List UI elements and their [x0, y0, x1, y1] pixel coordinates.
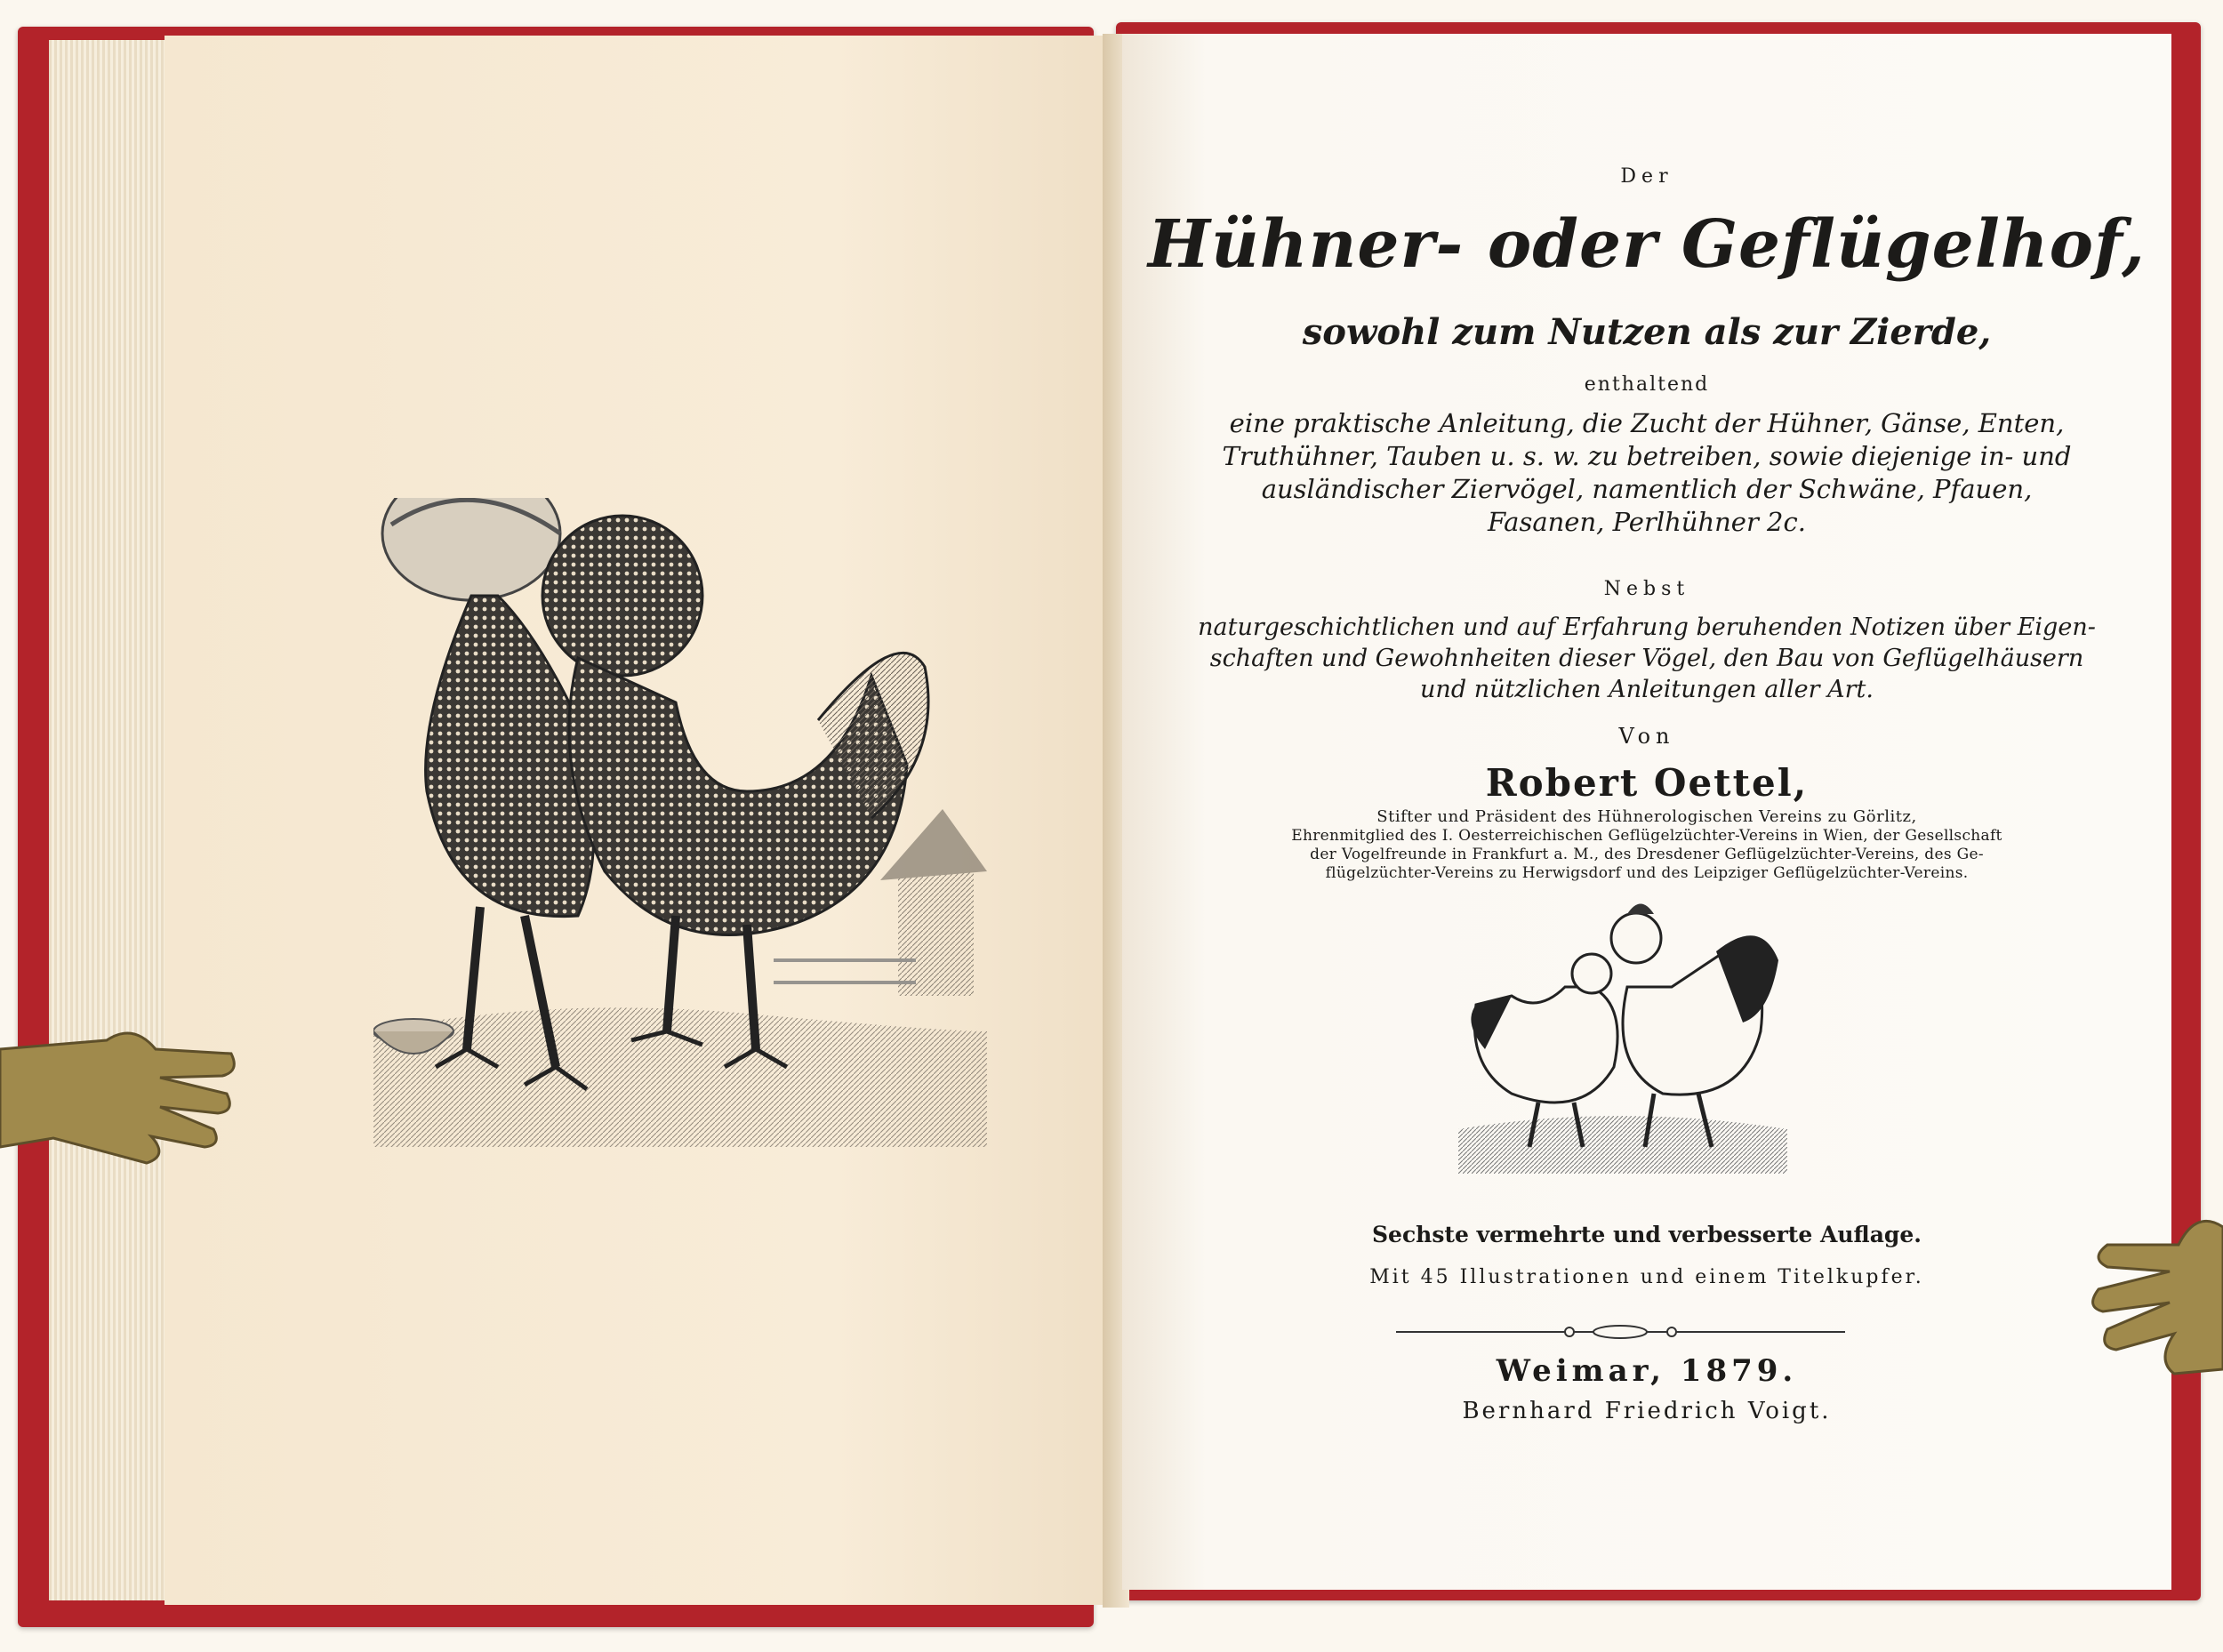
title-article: Der: [1620, 165, 1673, 188]
white-hen-back: [1611, 904, 1778, 1148]
author-role: Stifter und Präsident des Hühnerologischen Vereins zu Görlitz,: [1376, 807, 1917, 826]
edition-line: Sechste vermehrte und verbesserte Auflage.: [1371, 1222, 1922, 1247]
description-line: Fasanen, Perlhühner 2c.: [1488, 507, 1806, 537]
nebst-label: Nebst: [1603, 578, 1690, 600]
notes-block: [1122, 612, 2171, 705]
frontispiece-engraving: [373, 498, 987, 1156]
brass-hand-right-icon: [2072, 1191, 2223, 1423]
place-and-year: Weimar, 1879.: [1496, 1353, 1798, 1389]
publisher-name: Bernhard Friedrich Voigt.: [1462, 1398, 1832, 1424]
book-title: Hühner- oder Geflügelhof,: [1148, 206, 2146, 283]
illustrations-line: Mit 45 Illustrationen und einem Titelkupfer.: [1369, 1266, 1924, 1288]
description-line: Truthühner, Tauben u. s. w. zu betreiben, sowie diejenige in- und: [1222, 441, 2072, 471]
title-vignette: [1458, 889, 1787, 1183]
ornamental-divider: [1396, 1323, 1845, 1341]
brass-hand-left-icon: [0, 1005, 240, 1174]
membership-line: der Vogelfreunde in Frankfurt a. M., des Dresdener Geflügelzüchter-Vereins, des Ge-: [1310, 846, 1984, 863]
notes-line: schaften und Gewohnheiten dieser Vögel, den Bau von Geflügelhäusern: [1209, 645, 2084, 672]
description-block: [1122, 407, 2171, 539]
page-block-edges: [49, 40, 169, 1600]
book-subtitle: sowohl zum Nutzen als zur Zierde,: [1302, 311, 1992, 353]
membership-line: Ehrenmitglied des I. Oesterreichischen Geflügelzüchter-Vereins in Wien, der Gesellschaft: [1291, 827, 2002, 845]
description-line: ausländischer Ziervögel, namentlich der Schwäne, Pfauen,: [1261, 474, 2033, 504]
notes-line: und nützlichen Anleitungen aller Art.: [1420, 676, 1874, 703]
membership-line: flügelzüchter-Vereins zu Herwigsdorf und des Leipziger Geflügelzüchter-Vereins.: [1325, 864, 1969, 882]
by-label: Von: [1618, 724, 1675, 749]
containing-label: enthaltend: [1584, 373, 1710, 396]
author-name: Robert Oettel,: [1485, 761, 1809, 805]
notes-line: naturgeschichtlichen und auf Erfahrung beruhenden Notizen über Eigen-: [1198, 613, 2096, 641]
vignette-ground: [1458, 1116, 1787, 1174]
memberships-block: [1122, 827, 2171, 883]
description-line: eine praktische Anleitung, die Zucht der Hühner, Gänse, Enten,: [1229, 408, 2065, 438]
